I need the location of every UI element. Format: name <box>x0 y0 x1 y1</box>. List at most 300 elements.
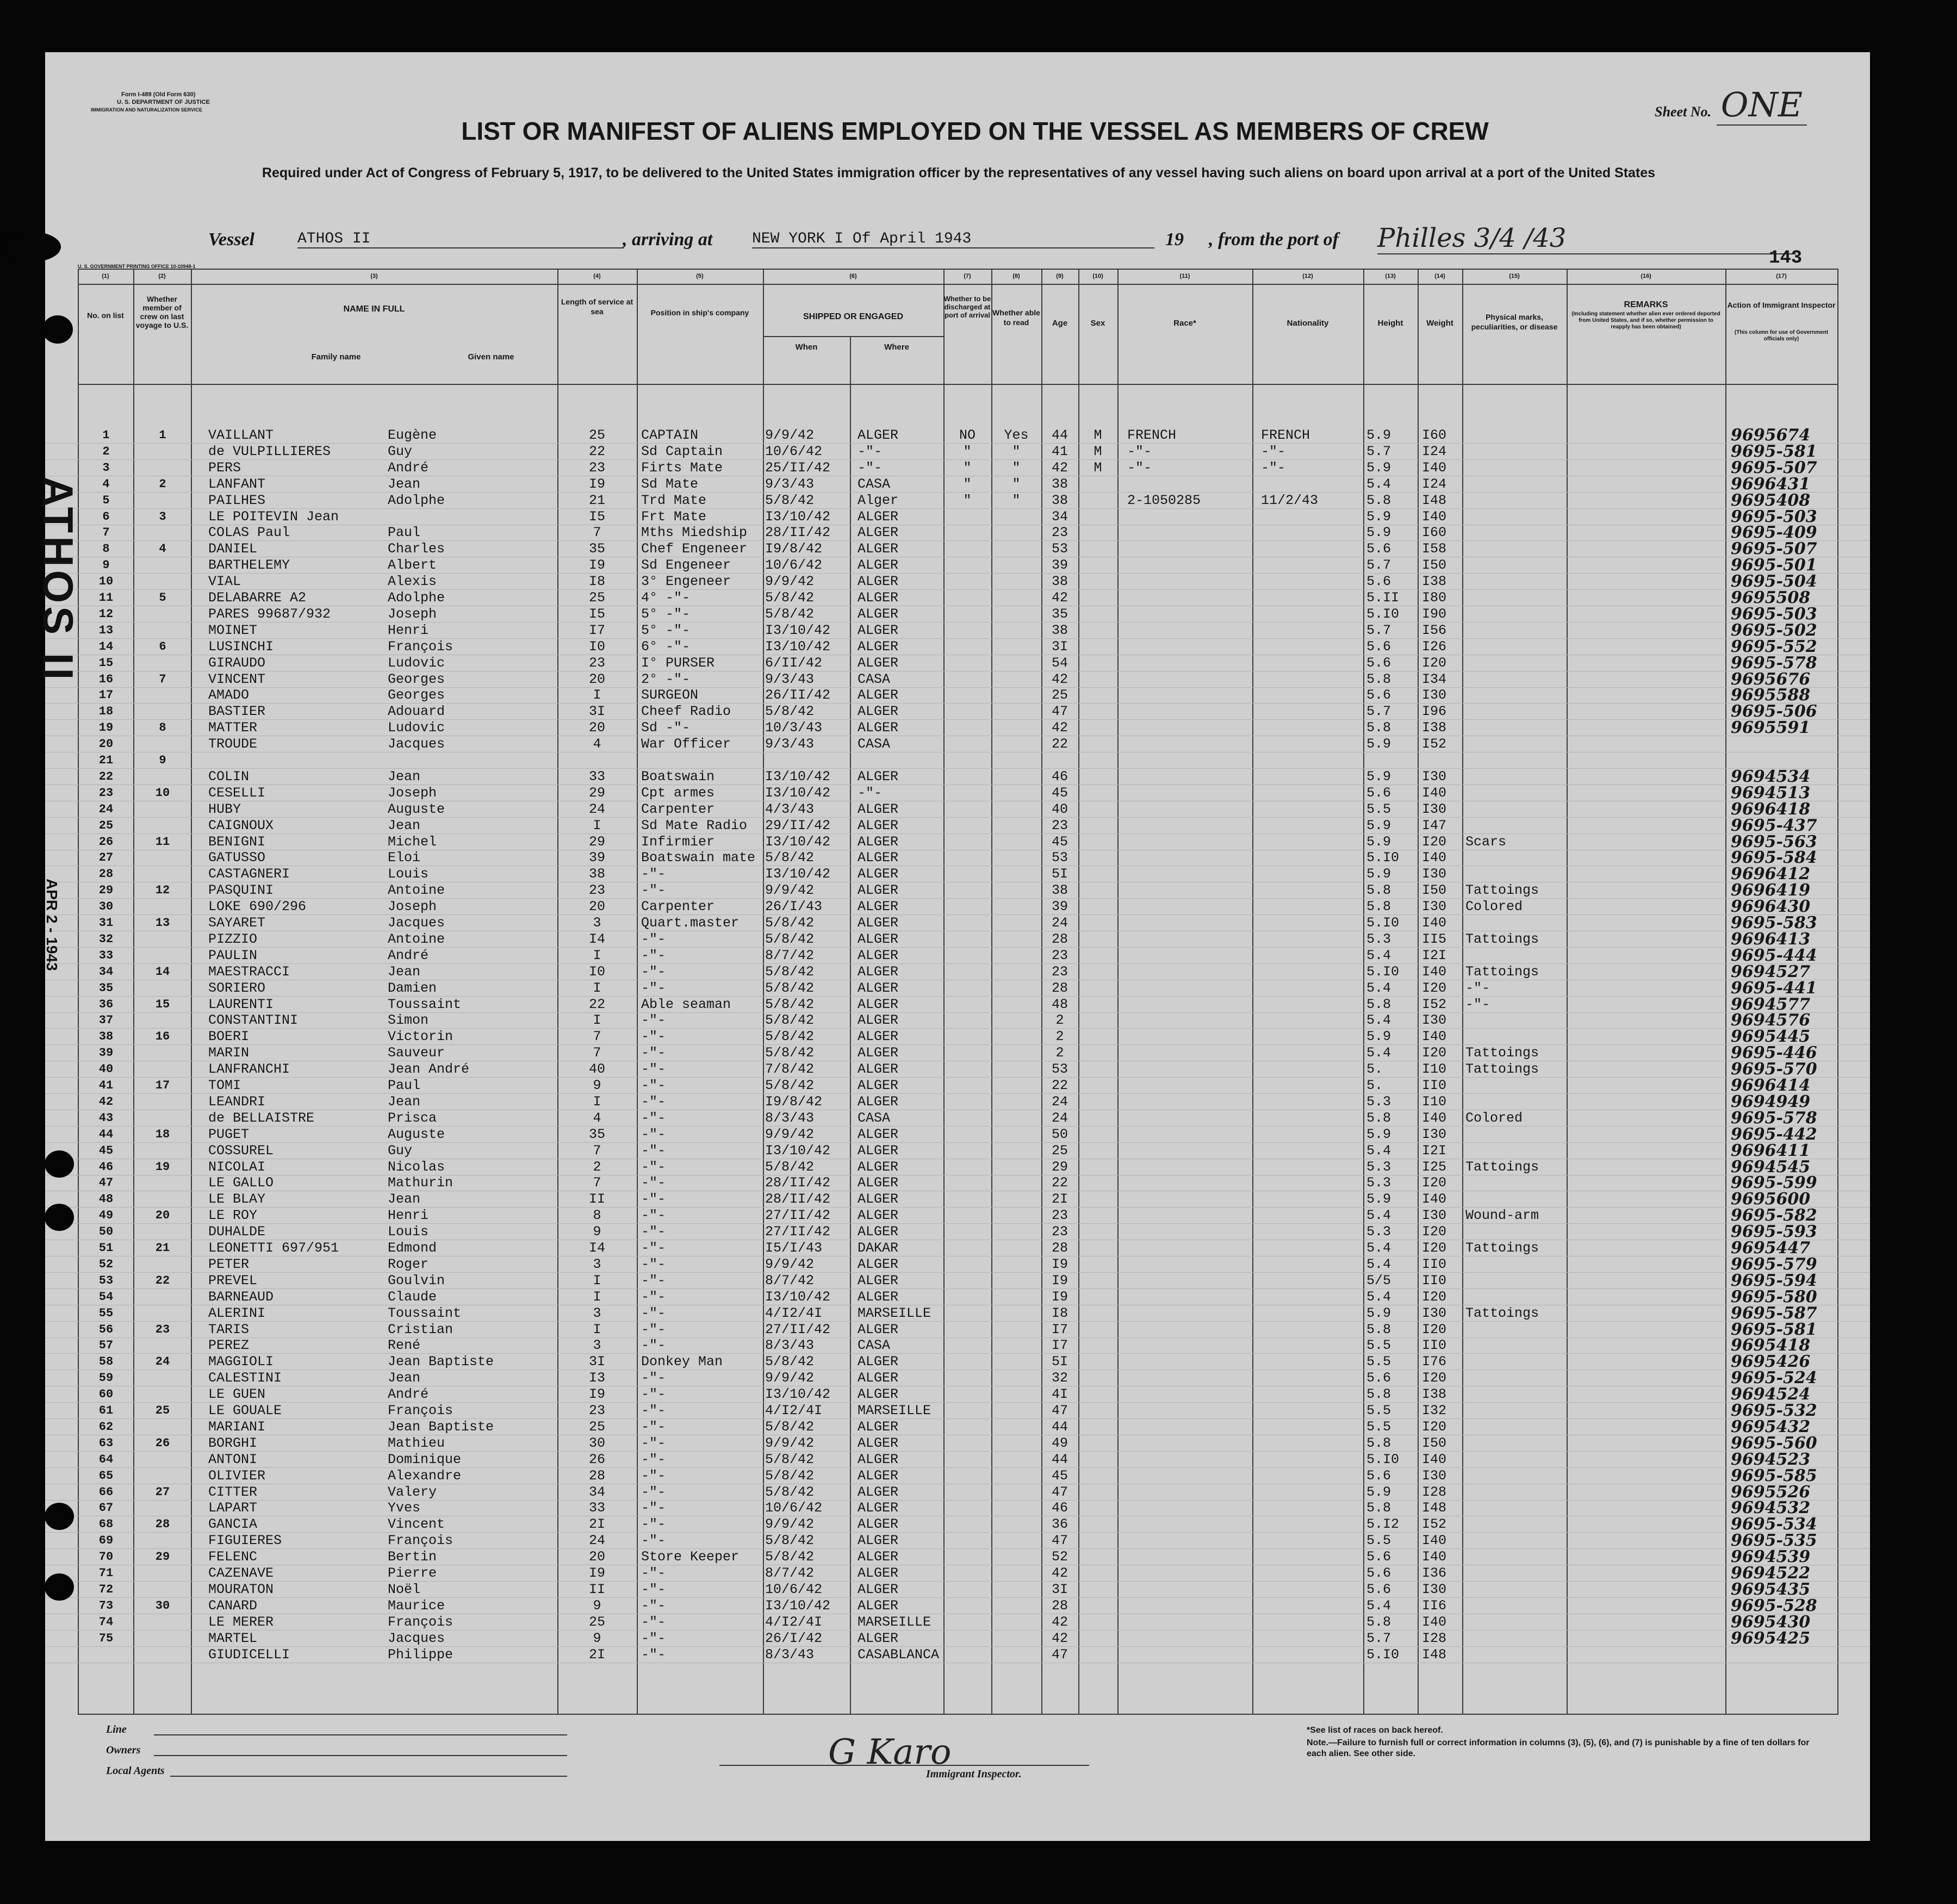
shipped-when: 4/I2/4I <box>765 1614 823 1630</box>
height: 5.7 <box>1366 557 1391 574</box>
family-name: CASTAGNERI <box>208 866 290 882</box>
row-number: 11 <box>98 591 114 605</box>
table-row <box>45 1435 1870 1452</box>
age: 42 <box>1051 720 1068 736</box>
table-row <box>45 671 1870 688</box>
shipped-where: ALGER <box>858 687 899 704</box>
height: 5.4 <box>1366 1240 1391 1256</box>
group-number: 11 <box>155 835 170 849</box>
position: -"- <box>641 1467 666 1484</box>
length-of-service: I9 <box>588 557 605 574</box>
weight: I38 <box>1422 574 1447 590</box>
age: 39 <box>1051 899 1068 915</box>
vessel-name: ATHOS II <box>297 231 624 248</box>
row-number: 40 <box>98 1062 114 1077</box>
row-number: 24 <box>98 802 114 816</box>
given-name: André <box>388 459 429 476</box>
row-number: 15 <box>98 656 114 670</box>
weight: I40 <box>1422 1110 1447 1126</box>
given-name: Nicolas <box>388 1159 445 1175</box>
family-name: HUBY <box>208 801 241 817</box>
table-row <box>45 1533 1870 1549</box>
shipped-when: 8/7/42 <box>765 1272 815 1289</box>
position: -"- <box>641 980 666 996</box>
col-num-11: (11) <box>1179 273 1190 279</box>
weight: I30 <box>1422 1208 1447 1224</box>
table-row <box>45 785 1870 801</box>
given-name: Charles <box>388 541 445 557</box>
col-label-2: Whether member of crew on last voyage to U.S. <box>135 295 189 329</box>
row-number: 5 <box>102 493 110 507</box>
table-row <box>45 476 1870 493</box>
given-name: Mathurin <box>388 1175 453 1191</box>
col-label-6: SHIPPED OR ENGAGED <box>803 312 904 321</box>
length-of-service: 7 <box>593 1175 601 1191</box>
age: 5I <box>1051 866 1068 882</box>
shipped-when: 8/7/42 <box>765 947 815 963</box>
shipped-when: 5/8/42 <box>765 996 815 1012</box>
races-note: *See list of races on back hereof. <box>1307 1726 1443 1735</box>
given-name: Antoine <box>388 882 445 899</box>
weight: I32 <box>1422 1403 1447 1418</box>
age: 48 <box>1051 996 1068 1012</box>
given-name: Alexandre <box>388 1467 462 1484</box>
age: 36 <box>1051 1516 1068 1533</box>
physical-marks: -"- <box>1465 980 1490 996</box>
row-number: 21 <box>98 754 114 767</box>
shipped-where: ALGER <box>858 720 899 736</box>
action-note: (This column for use of Government officials only) <box>1734 329 1829 342</box>
family-name: LANFANT <box>208 476 266 492</box>
inspector-action: 9695430 <box>1731 1612 1811 1632</box>
shipped-where: ALGER <box>858 1549 899 1565</box>
position: -"- <box>641 1484 666 1500</box>
family-name: PREVEL <box>208 1272 258 1289</box>
age: I9 <box>1051 1256 1068 1272</box>
table-row <box>45 1565 1870 1582</box>
shipped-where: ALGER <box>858 1435 899 1451</box>
signature-rule <box>719 1765 1089 1766</box>
family-name: OLIVIER <box>208 1467 266 1484</box>
inspector-action: 9696412 <box>1731 864 1811 884</box>
shipped-where: ALGER <box>858 1467 899 1484</box>
group-number: 15 <box>155 997 170 1011</box>
row-number: 59 <box>98 1371 114 1385</box>
physical-marks: Tattoings <box>1465 1159 1539 1175</box>
height: 5.9 <box>1366 508 1391 525</box>
given-name: Vincent <box>388 1516 445 1533</box>
row-number: 49 <box>98 1209 114 1223</box>
col-label-11: Race* <box>1173 319 1196 328</box>
shipped-when: I3/10/42 <box>765 638 831 655</box>
age: 28 <box>1051 931 1068 947</box>
position: -"- <box>641 1289 666 1305</box>
row-number: 17 <box>98 688 114 702</box>
length-of-service: I <box>593 1289 601 1305</box>
height: 5.5 <box>1366 1533 1391 1549</box>
shipped-when: 5/8/42 <box>765 1159 815 1175</box>
given-name: Adolphe <box>388 590 445 606</box>
shipped-where: ALGER <box>858 1354 899 1370</box>
inspector-action: 9695-503 <box>1731 604 1817 624</box>
inspector-action: 9695-534 <box>1731 1515 1817 1534</box>
row-number: 51 <box>98 1241 114 1255</box>
given-name: Louis <box>388 1224 429 1240</box>
group-number: 12 <box>155 883 170 898</box>
row-number: 44 <box>98 1127 114 1141</box>
given-name: Michel <box>388 833 437 850</box>
sheet-number <box>1655 85 1807 125</box>
given-name: Jean Baptiste <box>388 1354 494 1370</box>
position: 5° -"- <box>641 606 691 622</box>
position: -"- <box>641 1337 666 1354</box>
family-name: CAZENAVE <box>208 1565 274 1581</box>
family-name: LOKE 690/296 <box>208 899 307 915</box>
weight: I30 <box>1422 1467 1447 1484</box>
position: -"- <box>641 1159 666 1175</box>
arriving-port: NEW YORK I Of April 1943 <box>752 231 1154 248</box>
length-of-service: I8 <box>588 574 605 590</box>
family-name: PERS <box>208 459 241 476</box>
height: 5.I2 <box>1366 1516 1400 1533</box>
length-of-service: 20 <box>588 1549 605 1565</box>
age: 47 <box>1051 1533 1068 1549</box>
position: -"- <box>641 1126 666 1142</box>
position: Carpenter <box>641 801 715 817</box>
row-number: 63 <box>98 1436 114 1450</box>
table-row <box>45 1256 1870 1273</box>
shipped-when: 28/II/42 <box>765 525 831 541</box>
group-number: 19 <box>155 1160 170 1174</box>
given-name: Joseph <box>388 785 437 801</box>
rule <box>78 269 1837 270</box>
age: 50 <box>1051 1126 1068 1142</box>
row-number: 26 <box>98 835 114 849</box>
given-name: Simon <box>388 1012 429 1029</box>
length-of-service: 3 <box>593 1256 601 1272</box>
shipped-where: ALGER <box>858 1159 899 1175</box>
age: 3I <box>1051 638 1068 655</box>
table-row <box>45 1419 1870 1435</box>
length-of-service: II <box>588 1191 605 1208</box>
row-number: 64 <box>98 1452 114 1466</box>
group-number: 14 <box>155 965 170 979</box>
length-of-service: 35 <box>588 1126 605 1142</box>
col-num-17: (17) <box>1776 273 1787 279</box>
weight: I20 <box>1422 1370 1447 1386</box>
family-name: CAIGNOUX <box>208 817 274 833</box>
shipped-where: ALGER <box>858 508 899 525</box>
given-name: Edmond <box>388 1240 437 1256</box>
position: -"- <box>641 1646 666 1663</box>
given-name: Jean <box>388 476 421 492</box>
length-of-service: 21 <box>588 492 605 508</box>
group-number: 8 <box>159 721 166 735</box>
inspector-action: 9695418 <box>1731 1336 1811 1355</box>
shipped-when: 6/II/42 <box>765 655 823 671</box>
rule <box>78 284 1837 285</box>
row-number: 67 <box>98 1501 114 1515</box>
row-number: 29 <box>98 883 114 898</box>
inspector-action: 9695-446 <box>1731 1043 1817 1063</box>
height: 5. <box>1366 1078 1383 1093</box>
physical-marks: Tattoings <box>1465 882 1539 899</box>
table-row <box>45 1647 1870 1663</box>
shipped-where: CASABLANCA <box>858 1646 940 1663</box>
shipped-when: I9/8/42 <box>765 541 823 557</box>
shipped-when: 5/8/42 <box>765 1078 815 1093</box>
col-label-14: Weight <box>1426 319 1453 328</box>
weight: I30 <box>1422 899 1447 915</box>
age: 22 <box>1051 1175 1068 1191</box>
row-number: 9 <box>102 558 110 573</box>
shipped-where: ALGER <box>858 947 899 963</box>
physical-marks: Tattoings <box>1465 931 1539 947</box>
row-number: 65 <box>98 1469 114 1483</box>
discharged: " <box>963 443 972 459</box>
punch-hole <box>1 232 61 262</box>
given-name: François <box>388 1614 453 1630</box>
age: 46 <box>1051 1500 1068 1516</box>
row-number: 27 <box>98 851 114 865</box>
weight: I30 <box>1422 1305 1447 1321</box>
col-num-1: (1) <box>102 273 109 279</box>
age: 38 <box>1051 882 1068 899</box>
row-number: 39 <box>98 1046 114 1060</box>
position: -"- <box>641 866 666 882</box>
height: 5.6 <box>1366 541 1391 557</box>
inspector-action: 9695588 <box>1731 686 1811 705</box>
weight: I30 <box>1422 801 1447 817</box>
age: 38 <box>1051 492 1068 508</box>
shipped-where: ALGER <box>858 915 899 931</box>
table-row <box>45 557 1870 574</box>
row-number: 41 <box>98 1079 114 1092</box>
shipped-where: CASA <box>858 1337 891 1354</box>
col-label-5: Position in ship's company <box>650 308 749 317</box>
height: 5.8 <box>1366 1614 1391 1630</box>
family-name: VAILLANT <box>208 427 274 443</box>
shipped-when: 25/II/42 <box>765 459 831 476</box>
weight: I38 <box>1422 1386 1447 1403</box>
family-name: DUHALDE <box>208 1224 266 1240</box>
inspector-action: 9695-585 <box>1731 1466 1817 1485</box>
page-subtitle: Required under Act of Congress of February 5, 1917, to be delivered to the United States immigration officer by the representatives of any vessel having such aliens on board upon arrival at a port of the United States <box>262 165 1656 181</box>
able-to-read: " <box>1012 492 1021 508</box>
given-name: Jean <box>388 1191 421 1208</box>
length-of-service: 3I <box>588 704 605 720</box>
weight: I30 <box>1422 768 1447 785</box>
row-number: 50 <box>98 1225 114 1239</box>
height: 5.4 <box>1366 1045 1391 1061</box>
length-of-service: 34 <box>588 1484 605 1500</box>
given-name: Jacques <box>388 736 445 752</box>
weight: I52 <box>1422 996 1447 1012</box>
shipped-where: ALGER <box>858 1272 899 1289</box>
table-row <box>45 931 1870 948</box>
height: 5.4 <box>1366 1208 1391 1224</box>
position: Cheef Radio <box>641 704 731 720</box>
given-name: Jean Baptiste <box>388 1418 494 1435</box>
row-number: 36 <box>98 997 114 1011</box>
length-of-service: 23 <box>588 655 605 671</box>
length-of-service: 25 <box>588 1418 605 1435</box>
inspector-action: 9695674 <box>1731 426 1811 445</box>
family-name: MAGGIOLI <box>208 1354 274 1370</box>
inspector-action: 9696413 <box>1731 929 1811 949</box>
weight: I26 <box>1422 638 1447 655</box>
weight: I30 <box>1422 1126 1447 1142</box>
shipped-when: 9/3/43 <box>765 671 815 687</box>
length-of-service: 40 <box>588 1061 605 1078</box>
weight: I20 <box>1422 1240 1447 1256</box>
table-row <box>45 1045 1870 1061</box>
shipped-where: ALGER <box>858 574 899 590</box>
age: 5I <box>1051 1354 1068 1370</box>
age: 47 <box>1051 1646 1068 1663</box>
family-name: DELABARRE A2 <box>208 590 307 606</box>
shipped-where: ALGER <box>858 1061 899 1078</box>
length-of-service: 9 <box>593 1224 601 1240</box>
physical-marks: Wound-arm <box>1465 1208 1539 1224</box>
position: CAPTAIN <box>641 427 699 443</box>
inspector-action: 9695-584 <box>1731 848 1817 868</box>
manifest-sheet <box>34 52 1870 1841</box>
height: 5.7 <box>1366 622 1391 638</box>
shipped-when: 7/8/42 <box>765 1061 815 1078</box>
group-number: 28 <box>155 1517 170 1532</box>
table-row <box>45 1598 1870 1614</box>
shipped-when: 27/II/42 <box>765 1224 831 1240</box>
family-name: LE GUEN <box>208 1386 266 1403</box>
service-name: IMMIGRATION AND NATURALIZATION SERVICE <box>91 107 202 113</box>
length-of-service: I <box>593 947 601 963</box>
position: -"- <box>641 1142 666 1159</box>
length-of-service: 7 <box>593 1142 601 1159</box>
length-of-service: 22 <box>588 443 605 459</box>
given-name: Jean <box>388 768 421 785</box>
given-name: Guy <box>388 443 413 459</box>
row-number: 18 <box>98 705 114 719</box>
height: 5.I0 <box>1366 606 1400 622</box>
given-name: Henri <box>388 1208 429 1224</box>
table-row <box>45 752 1870 769</box>
age: 44 <box>1051 427 1068 443</box>
height: 5.I0 <box>1366 850 1400 866</box>
col-label-15: Physical marks, peculiarities, or disease <box>1471 313 1558 331</box>
shipped-where: ALGER <box>858 1516 899 1533</box>
length-of-service: 38 <box>588 866 605 882</box>
table-row <box>45 606 1870 623</box>
family-name: de BELLAISTRE <box>208 1110 315 1126</box>
inspector-action: 9695447 <box>1731 1239 1811 1258</box>
group-number: 29 <box>155 1550 170 1564</box>
shipped-when: 5/8/42 <box>765 492 815 508</box>
row-number: 71 <box>98 1566 114 1580</box>
age: 40 <box>1051 801 1068 817</box>
given-name: François <box>388 1403 453 1418</box>
table-row <box>45 1516 1870 1533</box>
shipped-when: 10/3/43 <box>765 720 823 736</box>
table-row <box>45 1143 1870 1159</box>
position: Trd Mate <box>641 492 707 508</box>
shipped-where: ALGER <box>858 1289 899 1305</box>
height: 5.I0 <box>1366 963 1400 980</box>
length-of-service: 4 <box>593 1110 601 1126</box>
row-number: 34 <box>98 965 114 979</box>
inspector-action: 9695432 <box>1731 1417 1811 1436</box>
position: 2° -"- <box>641 671 691 687</box>
weight: I10 <box>1422 1093 1447 1110</box>
col-num-7: (7) <box>964 273 971 279</box>
shipped-when: I9/8/42 <box>765 1093 823 1110</box>
inspector-action: 9695508 <box>1731 588 1811 607</box>
age: 22 <box>1051 736 1068 752</box>
shipped-where: ALGER <box>858 1630 899 1646</box>
table-row <box>45 1159 1870 1175</box>
shipped-where: ALGER <box>858 1581 899 1597</box>
given-name: Victorin <box>388 1029 453 1045</box>
shipped-where: ALGER <box>858 427 899 443</box>
length-of-service: 4 <box>593 736 601 752</box>
inspector-action: 9694534 <box>1731 767 1811 786</box>
height: 5.6 <box>1366 1581 1391 1597</box>
table-row <box>45 882 1870 899</box>
weight: I90 <box>1422 606 1447 622</box>
weight: I20 <box>1422 833 1447 850</box>
row-number: 6 <box>102 509 110 524</box>
family-name: LAURENTI <box>208 996 274 1012</box>
table-row <box>45 541 1870 557</box>
shipped-where: CASA <box>858 1110 891 1126</box>
race: FRENCH <box>1127 427 1177 443</box>
group-number: 22 <box>155 1273 170 1287</box>
shipped-when: I3/10/42 <box>765 1386 831 1403</box>
position: 6° -"- <box>641 638 691 655</box>
height: 5.4 <box>1366 980 1391 996</box>
inspector-action: 9695-579 <box>1731 1254 1817 1274</box>
length-of-service: 9 <box>593 1597 601 1614</box>
family-name: MOURATON <box>208 1581 274 1597</box>
nationality: -"- <box>1261 443 1286 459</box>
height: 5.4 <box>1366 1256 1391 1272</box>
given-name: Valery <box>388 1484 437 1500</box>
row-number: 48 <box>98 1192 114 1206</box>
table-row <box>45 818 1870 834</box>
position: -"- <box>641 1565 666 1581</box>
table-row <box>45 655 1870 671</box>
row-number: 47 <box>98 1176 114 1190</box>
table-row <box>45 1322 1870 1338</box>
given-name: Yves <box>388 1500 421 1516</box>
height: 5.4 <box>1366 1597 1391 1614</box>
inspector-action: 9694522 <box>1731 1564 1811 1583</box>
weight: I40 <box>1422 459 1447 476</box>
physical-marks: Colored <box>1465 899 1523 915</box>
inspector-action: 9695-563 <box>1731 832 1817 851</box>
inspector-action: 9696430 <box>1731 897 1811 917</box>
row-number: 19 <box>98 721 114 735</box>
shipped-where: ALGER <box>858 1224 899 1240</box>
inspector-action: 9694532 <box>1731 1498 1811 1518</box>
position: Able seaman <box>641 996 731 1012</box>
shipped-where: ALGER <box>858 1256 899 1272</box>
length-of-service: 2I <box>588 1516 605 1533</box>
position: Carpenter <box>641 899 715 915</box>
inspector-action: 9694545 <box>1731 1157 1811 1177</box>
age: 22 <box>1051 1078 1068 1093</box>
row-number: 55 <box>98 1306 114 1320</box>
